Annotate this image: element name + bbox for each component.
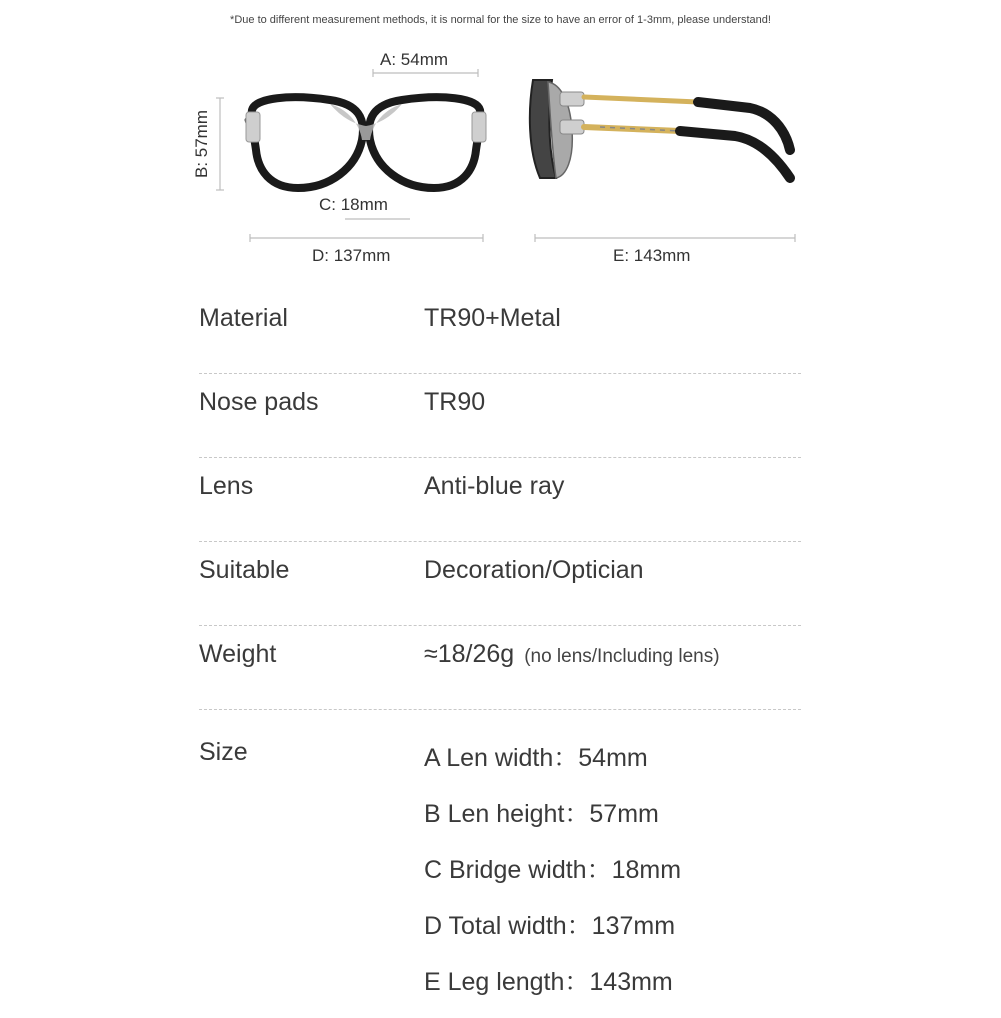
dim-label-d: D: 137mm — [312, 246, 391, 265]
size-item-a: A Len width：54mm — [424, 744, 648, 772]
spec-row-material — [199, 290, 801, 374]
dim-label-e: E: 143mm — [613, 246, 691, 265]
spec-row-nose-pads — [199, 374, 801, 458]
dim-label-c: C: 18mm — [319, 195, 388, 214]
spec-table — [199, 290, 801, 1010]
spec-value: Decoration/Optician — [424, 556, 644, 584]
spec-row-size — [199, 710, 801, 1010]
spec-row-weight — [199, 626, 801, 710]
size-list — [424, 738, 681, 1018]
spec-value: TR90 — [424, 388, 486, 416]
spec-label: Nose pads — [199, 388, 319, 416]
spec-row-suitable — [199, 542, 801, 626]
weight-value: ≈18/26g — [424, 640, 515, 668]
size-item-b: B Len height：57mm — [424, 800, 659, 828]
measurement-disclaimer: *Due to different measurement methods, it is normal for the size to have an error of 1-3mm, please understand! — [230, 14, 771, 26]
spec-label: Suitable — [199, 556, 290, 584]
weight-note: (no lens/Including lens) — [524, 646, 720, 667]
size-item-d: D Total width：137mm — [424, 912, 676, 940]
spec-label: Weight — [199, 640, 277, 668]
side-view-glasses — [530, 80, 790, 178]
spec-value: TR90+Metal — [424, 304, 561, 332]
glasses-illustration — [0, 0, 1001, 285]
glasses-diagram — [0, 0, 1001, 285]
spec-value: Anti-blue ray — [424, 472, 565, 500]
front-view-glasses — [246, 97, 486, 188]
spec-value — [424, 640, 720, 669]
spec-label: Lens — [199, 472, 254, 500]
spec-label: Size — [199, 738, 248, 766]
spec-label: Material — [199, 304, 288, 332]
size-item-c: C Bridge width：18mm — [424, 856, 682, 884]
spec-row-lens — [199, 458, 801, 542]
dim-label-a: A: 54mm — [380, 50, 449, 69]
dim-label-b: B: 57mm — [192, 109, 212, 179]
size-item-e: E Leg length：143mm — [424, 968, 673, 996]
